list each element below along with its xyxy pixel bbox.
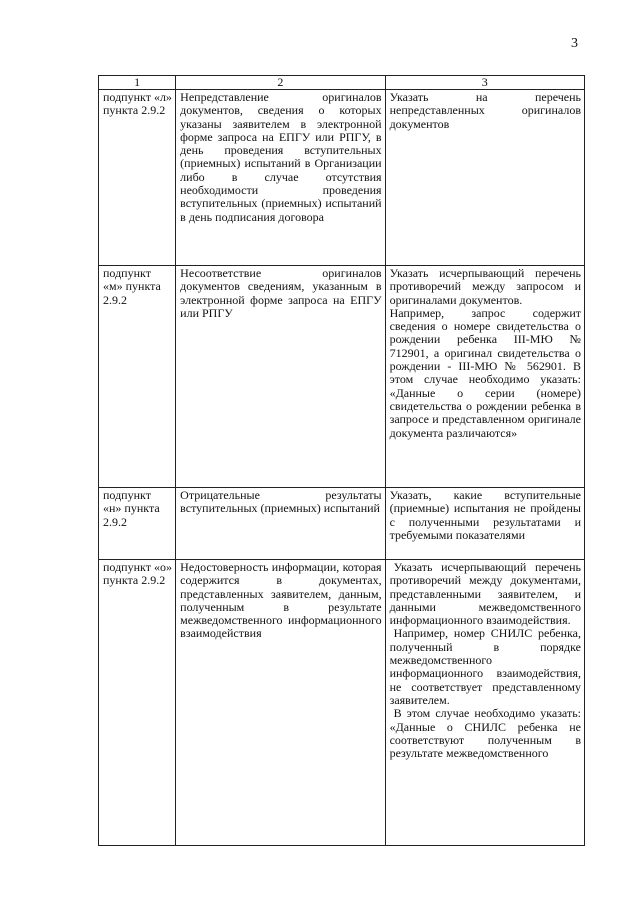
row-point-cell: подпункт «л» пункта 2.9.2 (99, 90, 176, 266)
table-row (99, 90, 585, 266)
explanation-paragraph: Указать, какие вступительные (приемные) испытания не пройдены с полученными результатами и требуемыми показателями (389, 488, 581, 542)
page-number: 3 (571, 36, 578, 51)
refusal-reasons-table (98, 75, 585, 846)
table-row (99, 488, 585, 560)
explanation-paragraph: В этом случае необходимо указать: «Данные о СНИЛС ребенка не соответствуют полученным в результате межведомственного (389, 706, 581, 761)
row-explanation-cell (385, 266, 584, 488)
row-reason-cell: Отрицательные результаты вступительных (приемных) испытаний (176, 488, 385, 560)
row-explanation-cell (385, 560, 584, 846)
explanation-paragraph: Например, номер СНИЛС ребенка, полученный в порядке межведомственного информационного взаимодействия, не соответствует представленному заявителем. (389, 626, 581, 707)
row-point-cell: подпункт «о» пункта 2.9.2 (99, 560, 176, 846)
table-header-row (99, 76, 585, 90)
row-point-cell: подпункт «м» пункта 2.9.2 (99, 266, 176, 488)
column-header-2: 2 (176, 76, 385, 90)
explanation-paragraph: Указать исчерпывающий перечень противоречий между запросом и оригиналами документов. (389, 266, 581, 307)
row-explanation-cell (385, 488, 584, 560)
row-reason-cell: Несоответствие оригиналов документов сведениям, указанным в электронной форме запроса на ЕПГУ или РПГУ (176, 266, 385, 488)
column-header-3: 3 (385, 76, 584, 90)
explanation-paragraph: Например, запрос содержит сведения о номере свидетельства о рождении ребенка III-МЮ № 712901, а оригинал свидетельства о рождении - III-МЮ № 562901. В этом случае необходимо указать: «Данные о серии (номере) свидетельства о рождении ребенка в запросе и представленном оригинале документа различаются» (389, 305, 581, 440)
column-header-1: 1 (99, 76, 176, 90)
explanation-paragraph: Указать исчерпывающий перечень противоречий между документами, представленными заявителем, и данными межведомственного информационного взаимодействия. (389, 560, 581, 628)
row-reason-cell: Непредставление оригиналов документов, сведения о которых указаны заявителем в электронной форме запроса на ЕПГУ или РПГУ, в день проведения вступительных (приемных) испытаний в Организации либо в случае отсутствия необходимости проведения вступительных (приемных) испытаний в день подписания договора (176, 90, 385, 266)
row-explanation-cell (385, 90, 584, 266)
explanation-paragraph: Указать на перечень непредставленных оригиналов документов (389, 90, 581, 131)
row-reason-cell: Недостоверность информации, которая содержится в документах, представленных заявителем, данным, полученным в результате межведомственного информационного взаимодействия (176, 560, 385, 846)
table-row (99, 266, 585, 488)
table-row (99, 560, 585, 846)
row-point-cell: подпункт «н» пункта 2.9.2 (99, 488, 176, 560)
